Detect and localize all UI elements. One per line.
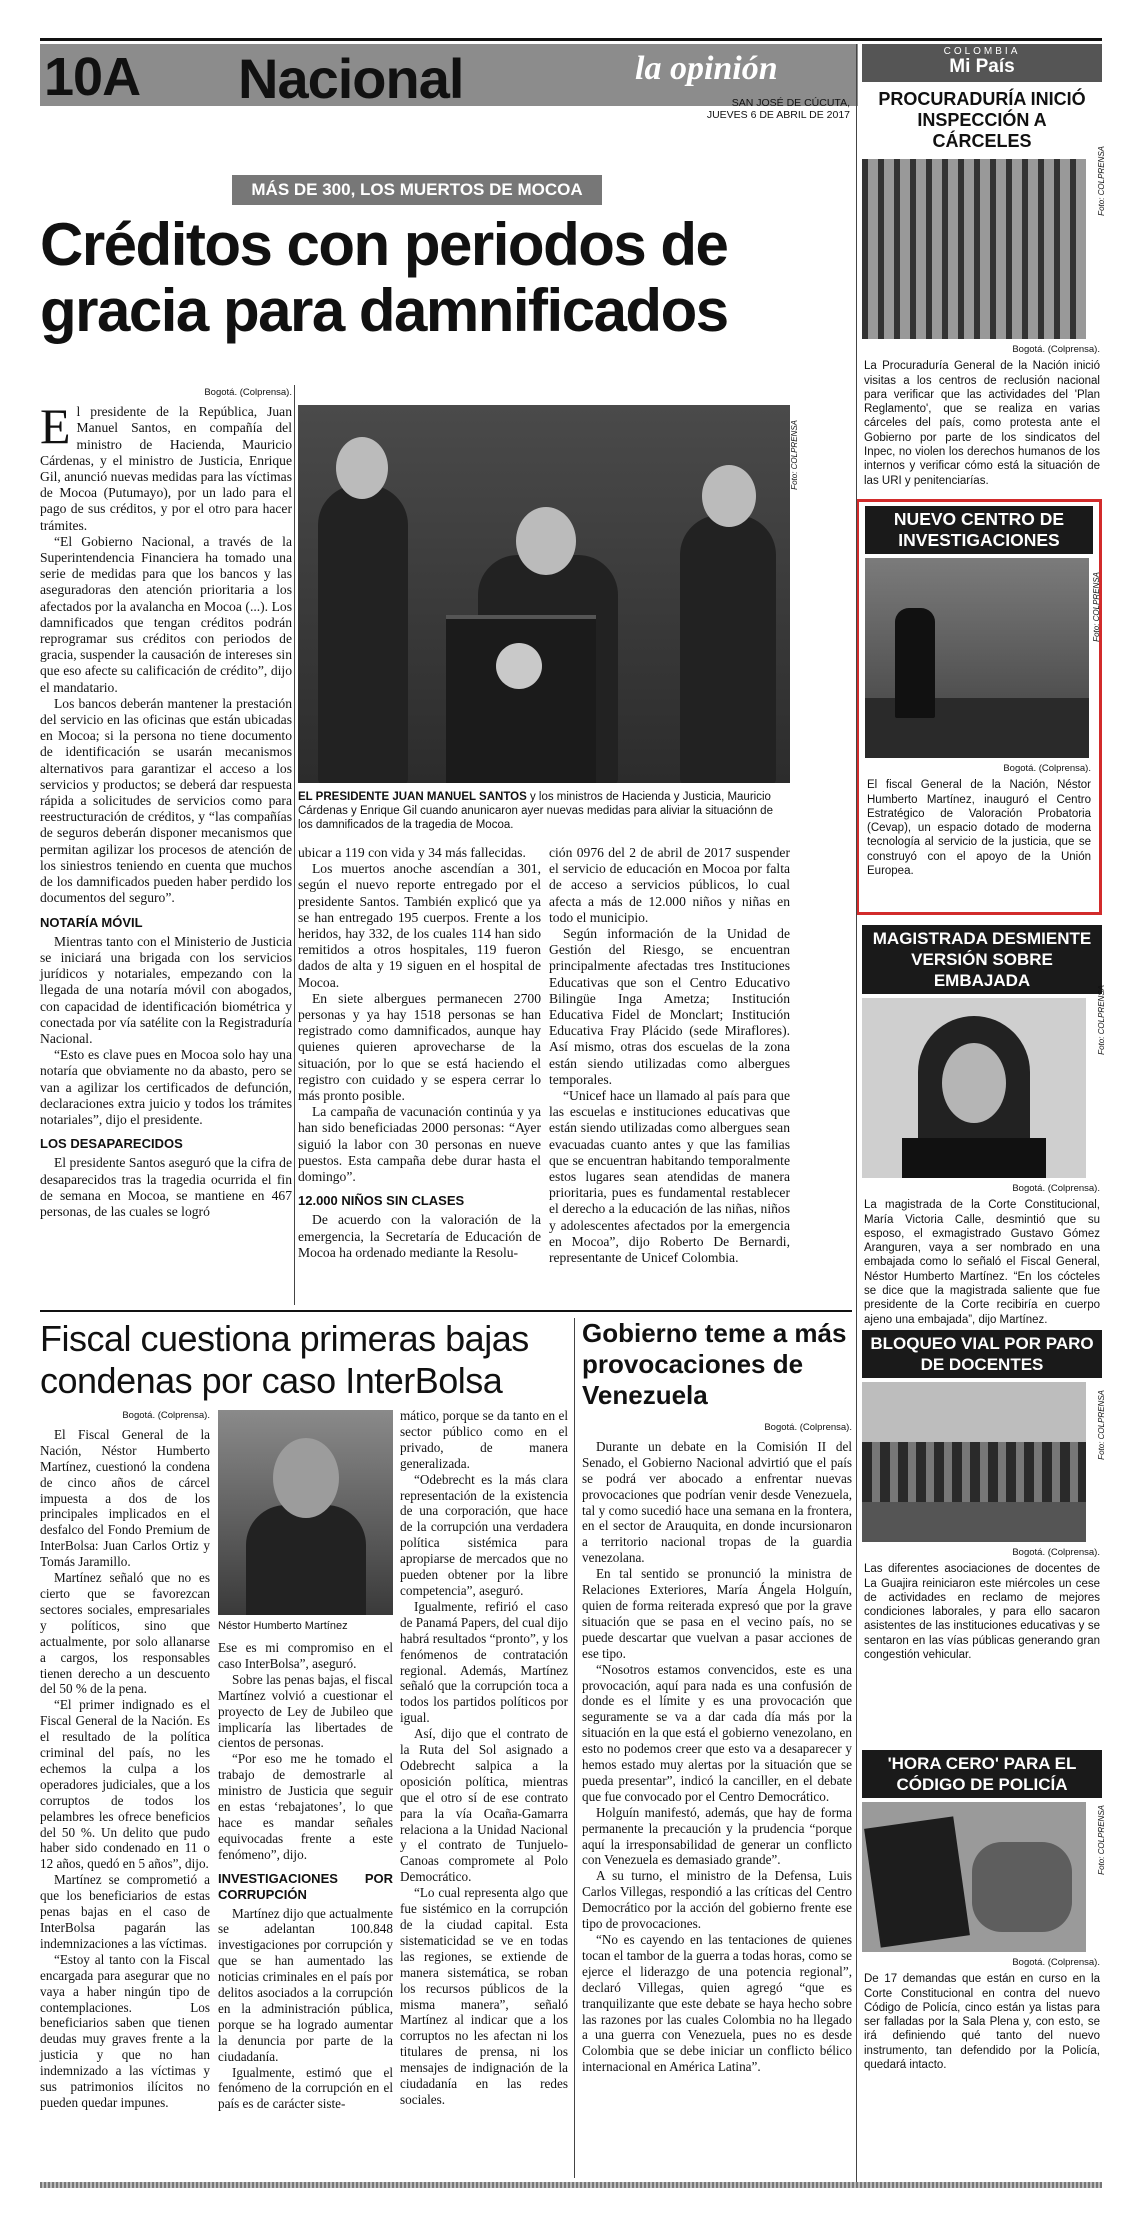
- venezuela-paragraph: A su turno, el ministro de la Defensa, Luis Carlos Villegas, respondió a las críticas del Centro Democrático por la acción del gobierno frente ese tipo de provocaciones.: [582, 1868, 852, 1932]
- sidebar-item-bloqueo: [862, 1330, 1106, 1666]
- main-column-3: [549, 845, 790, 1266]
- sidebar-item-text: [862, 1952, 1102, 2076]
- sidebar-photo-credit: Foto: COLPRENSA: [1097, 985, 1106, 1055]
- venezuela-paragraph: “Nosotros estamos convencidos, este es una provocación, aquí para nada es una confusión de donde es el límite y es una provocación que seguramente se va a dar cada día más por la situación en la que está el gobierno venezolano, en esto no podemos creer que esto va a desaparecer y hemos estado muy alertas por la situación que se pueda presentar”, indicó la canciller, en el debate que fue convocado por el Centro Democrático.: [582, 1661, 852, 1804]
- fiscal-paragraph: El Fiscal General de la Nación, Néstor Humberto Martínez, cuestionó la condena de cinco años de cárcel impuesta a dos de los principales implicados en el desfalco del Fondo Premium de InterBolsa: Juan Carlos Ortiz y Tomás Jaramillo.: [40, 1426, 210, 1570]
- fiscal-paragraph: Martínez se comprometió a que los beneficiarios de estas penas bajas en el caso de InterBolsa pagarán las indemnizaciones a las víctimas.: [40, 1872, 210, 1951]
- prison-photo: [862, 159, 1086, 339]
- sidebar-item-text: [865, 758, 1093, 882]
- main-column-1: [40, 385, 292, 1220]
- book-cover: [864, 1816, 970, 1947]
- sidebar-rule: [856, 44, 857, 2184]
- venezuela-body: [582, 1420, 852, 2075]
- fiscal-paragraph: “Por eso me he tomado el trabajo de demostrarle al ministro de Justicia que seguir en estas ‘rebajatones’, lo que hace es mandar señales equivocadas frente a este fenómeno”, dijo.: [218, 1751, 393, 1862]
- newspaper-logo: la opinión: [635, 50, 778, 87]
- main-photo-credit: Foto: COLPRENSA: [790, 420, 799, 490]
- edition-weekday: JUEVES 6 DE ABRIL DE 2017: [706, 109, 850, 121]
- main-paragraph: Los muertos anoche ascendían a 301, según el nuevo reporte entregado por el presidente Santos. También explicó que ya se han entregado 195 cuerpos. Frente a los heridos, hay 332, de los cuales 114 han sido remitidos a otros hospitales, 119 fueron dados de alta y 19 siguen en el hospital de Mocoa.: [298, 861, 541, 990]
- venezuela-paragraph: Holguín manifestó, además, que hay de forma permanente la precaución y la prudencia “porque aquí la irresponsabilidad de generar un conflicto con Venezuela es demasiado grande”.: [582, 1804, 852, 1868]
- column-rule: [294, 385, 295, 1305]
- subhead-desaparecidos: LOS DESAPARECIDOS: [40, 1136, 183, 1152]
- main-paragraph: Los bancos deberán mantener la prestación del servicio en las oficinas que están ubicadas en Mocoa; si la persona no tiene documento de identificación se usarán mecanismos alternativos para garantizar el acceso a los servicios y productos; se deberá dar respuesta rápida a solicitudes de servicios como para reestructuración de créditos, y “las compañías de seguros deberán disponer mecanismos que permitan agilizar los procesos de atención de los siniestros teniendo en cuenta que muchos de los damnificados pueden haber perdido los documentos del seguro”.: [40, 695, 292, 906]
- caption-bold: EL PRESIDENTE JUAN MANUEL SANTOS: [298, 791, 527, 803]
- sidebar-body: La Procuraduría General de la Nación inició visitas a los centros de reclusión nacional para verificar que las actividades del 'Plan Reglamento', que se realiza en varias cárceles del país, como protesta ante el Gobierno por parte de los sindicatos del Inpec, no violen los derechos humanos de los internos y verificar cómo está la situación de las URI y penitenciarías.: [864, 360, 1100, 487]
- main-paragraph: ubicar a 119 con vida y 34 más fallecidas.: [298, 845, 526, 860]
- main-paragraph: La campaña de vacunación continúa y ya han sido beneficiadas 2000 personas: “Ayer siguió la labor con 30 personas en nueve puestos. Esta campaña debe durar hasta el domingo”.: [298, 1104, 541, 1185]
- main-dateline: Bogotá. (Colprensa).: [204, 387, 292, 398]
- person-right: [680, 515, 776, 783]
- sidebar-dateline: Bogotá. (Colprensa).: [1012, 1547, 1100, 1558]
- fiscal-paragraph: Igualmente, estimó que el fenómeno de la corrupción en el país es de carácter siste-: [218, 2064, 393, 2112]
- person-left: [318, 485, 408, 783]
- main-paragraph: En siete albergues permanecen 2700 personas y ya hay 1518 personas se han registrado como damnificados, aunque hay quienes quieren aprovecharse de la situación, por lo que se está haciendo el registro con cuidado y se espera cerrar lo más pronto posible.: [298, 990, 541, 1104]
- sidebar-item-centro-investigaciones: [856, 499, 1102, 915]
- fiscal-paragraph: “Estoy al tanto con la Fiscal encargada para asegurar que no vaya a haber ningún tipo de contemplaciones. Los beneficiarios saben que tienen deudas muy graves frente a la justicia y que no han indemnizado a las víctimas y sus patrimonios ilícitos no pueden quedar impunes.: [40, 1951, 210, 2110]
- main-photo-caption: [298, 790, 790, 832]
- sidebar-section-label: Mi País: [949, 56, 1015, 77]
- magistrate-photo: [862, 998, 1086, 1178]
- head-left: [336, 437, 388, 499]
- subhead-investigaciones: INVESTIGACIONES POR CORRUPCIÓN: [218, 1870, 393, 1902]
- magistrate-body: [902, 1138, 1046, 1178]
- main-paragraph: Mientras tanto con el Ministerio de Justicia se iniciará una brigada con los servicios jurídicos y notariales, empezando con la llegada de una notaría móvil con abogados, con capacidad de identificación biométrica y conectada por vía satélite con la Registraduría Nacional.: [40, 933, 292, 1046]
- bottom-rule: [40, 2182, 1102, 2188]
- column-rule: [574, 1318, 575, 2178]
- sidebar-photo-credit: Foto: COLPRENSA: [1097, 1805, 1106, 1875]
- fiscal-paragraph: “El primer indignado es el Fiscal General de la Nación. Es el resultado de la política criminal del país, no les echemos la culpa a los operadores judiciales, que a los corruptos de todos los pelambres les ofrece beneficios del 50 %. Un delito que pudo haber sido condenado en 11 o 12 años, quedó en 5 años”, dijo.: [40, 1697, 210, 1872]
- fiscal-column-1: [40, 1408, 210, 2111]
- fiscal-paragraph: mático, porque se da tanto en el sector público como en el privado, de manera generalizada.: [400, 1408, 568, 1471]
- sidebar-item-title: 'HORA CERO' PARA EL CÓDIGO DE POLICÍA: [862, 1750, 1102, 1798]
- drop-cap: E: [40, 398, 71, 455]
- protest-photo: [862, 1382, 1086, 1542]
- venezuela-dateline: Bogotá. (Colprensa).: [764, 1422, 852, 1433]
- main-headline: Créditos con periodos de gracia para damnificados: [40, 211, 728, 344]
- police-code-photo: [862, 1802, 1086, 1952]
- magistrate-face: [942, 1043, 1006, 1123]
- sidebar-body: Las diferentes asociaciones de docentes de La Guajira reiniciaron este miércoles un cese de actividades en reclamo de mejores condiciones laborales, y para ello sacaron asistentes de las instituciones educativas y se sentaron en las vías públicas generando gran congestión vehicular.: [864, 1563, 1100, 1662]
- sidebar-photo-credit: Foto: COLPRENSA: [1097, 146, 1106, 216]
- podium: [446, 615, 596, 783]
- fiscal-paragraph: Martínez dijo que actualmente se adelantan 100.848 investigaciones por corrupción y que se han aumentado las noticias criminales en el país por delitos asociados a la corrupción en la administración pública, porque se ha logrado aumentar la denuncia por parte de la ciudadanía.: [218, 1905, 393, 2064]
- fiscal-paragraph: “Odebrecht es la más clara representación de la existencia de una corporación, que hace de la corrupción una verdadera política sistémica para apropiarse de mercados que no pueden obtener por la libre competencia”, aseguró.: [400, 1471, 568, 1598]
- sidebar-item-title: NUEVO CENTRO DE INVESTIGACIONES: [865, 506, 1093, 554]
- main-paragraph: “El Gobierno Nacional, a través de la Superintendencia Financiera ha tomado una serie de medidas para que los bancos y las aseguradoras den atención prioritaria a los afectados por la avalancha en Mocoa (...). Los damnificados que tengan créditos podrán reprogramar sus créditos con periodos de gracia, suspender la causación de intereses sin que eso afecte su calificación de crédito”, dijo el mandatario.: [40, 533, 292, 695]
- fiscal-photo: [218, 1410, 393, 1615]
- main-paragraph: El presidente Santos aseguró que la cifra de desaparecidos tras la tragedia ocurrida el fin de semana en Mocoa, se mantiene en 467 personas, de las cuales se logró: [40, 1155, 292, 1219]
- main-paragraph: l presidente de la República, Juan Manuel Santos, en compañía del ministro de Hacienda, Mauricio Cárdenas, y el ministro de Justicia, Enrique Gil, anunció nuevas medidas para las víctimas de Mocoa (Putumayo), por un lado para el pago de sus créditos, y por el otro para hacer trámites.: [40, 404, 292, 533]
- fiscal-paragraph: Así, dijo que el contrato de la Ruta del Sol asignado a Odebrecht salpica a la oposición política, mientras que el otro sí de ese contrato para la vía Ocaña-Gamarra relaciona a la Unidad Nacional y el contrato de Tunjuelo-Canoas compromete al Polo Democrático.: [400, 1726, 568, 1885]
- fiscal-person: [246, 1505, 366, 1615]
- lab-person: [895, 608, 935, 718]
- main-column-2: [298, 845, 541, 1261]
- podium-seal-icon: [496, 643, 542, 689]
- main-photo: [298, 405, 790, 783]
- fiscal-head: [273, 1438, 339, 1518]
- sidebar-body: La magistrada de la Corte Constitucional, María Victoria Calle, desmintió que su esposo, el exmagistrado Gustavo Gómez Aranguren, vaya a ser nombrado en una embajada como lo señaló el Fiscal General, Néstor Humberto Martínez. “En los cócteles se dice que la magistrada saliente que fue presidente de la Corte recibiría en cuerpo ajeno una embajada”, dijo Martínez.: [864, 1199, 1100, 1326]
- sidebar-item-title: MAGISTRADA DESMIENTE VERSIÓN SOBRE EMBAJADA: [862, 925, 1102, 994]
- sidebar-item-title: BLOQUEO VIAL POR PARO DE DOCENTES: [862, 1330, 1102, 1378]
- main-kicker: MÁS DE 300, LOS MUERTOS DE MOCOA: [232, 175, 602, 205]
- sidebar-item-title: PROCURADURÍA INICIÓ INSPECCIÓN A CÁRCELES: [862, 86, 1102, 155]
- sidebar-item-codigo-policia: [862, 1750, 1106, 2076]
- sidebar-item-text: [862, 339, 1102, 492]
- venezuela-paragraph: En tal sentido se pronunció la ministra de Relaciones Exteriores, María Ángela Holguín, quien de forma reiterada expresó que por la grave situación que se pasa en el vecino país, no se puede descartar que vuelvan a pasar acciones de ese tipo.: [582, 1566, 852, 1661]
- page-number: 10A: [44, 47, 141, 107]
- top-rule: [40, 38, 1102, 41]
- subhead-ninos: 12.000 NIÑOS SIN CLASES: [298, 1193, 465, 1209]
- edition-date: [700, 97, 850, 121]
- sidebar-dateline: Bogotá. (Colprensa).: [1012, 1183, 1100, 1194]
- main-paragraph: De acuerdo con la valoración de la emergencia, la Secretaría de Educación de Mocoa ha ordenado mediante la Resolu-: [298, 1212, 541, 1260]
- sidebar-dateline: Bogotá. (Colprensa).: [1003, 763, 1091, 774]
- sidebar-item-procuraduria: [862, 86, 1106, 492]
- venezuela-headline: Gobierno teme a más provocaciones de Venezuela: [582, 1318, 847, 1410]
- crowd: [862, 1442, 1086, 1502]
- caption-text: y los ministros de Hacienda y Justicia, Mauricio Cárdenas y Enrique Gil cuando anunicaron ayer nuevas medidas para aliviar la situaciónn de los damnificados de la tragedia de Mocoa.: [298, 791, 773, 831]
- sidebar-photo-credit: Foto: COLPRENSA: [1092, 572, 1101, 642]
- fiscal-paragraph: Martínez señaló que no es cierto que se favorezcan sectores sociales, empresariales y políticos, sino que actualmente, por solo allanarse a cargos, los responsables tienen derecho a un descuento del 50 % de la pena.: [40, 1570, 210, 1697]
- main-paragraph: Según información de la Unidad de Gestión del Riesgo, se encuentran principalmente afectadas tres Instituciones Educativas que son el Centro Educativo Bilingüe Inga Ametza; Institución Educativa Fidel de Monclart; Institución Educativa Fray Plácido (sede Miraflores). Así mismo, otras dos escuelas de la zona están siendo utilizadas como albergues temporales.: [549, 926, 790, 1087]
- sidebar-dateline: Bogotá. (Colprensa).: [1012, 1957, 1100, 1968]
- head-center: [516, 507, 576, 575]
- main-paragraph: ción 0976 del 2 de abril de 2017 suspender el servicio de educación en Mocoa por falta de acceso a servicios públicos, lo cual afecta a más de 12.000 niños y niñas en todo el municipio.: [549, 845, 790, 925]
- fiscal-paragraph: Igualmente, refirió el caso de Panamá Papers, del cual dijo habrá resultados “pronto”, y los fenómenos de contratación regional. Además, Martínez señaló que la corrupción toca a todos los partidos políticos por igual.: [400, 1598, 568, 1726]
- fiscal-paragraph: “Lo cual representa algo que fue sistémico en la corrupción de la ciudad capital. Esta sistematicidad se ve en todas las regiones, se extiende de manera sistemática, se roban los recursos públicos de la misma manera”, señaló Martínez al indicar que a los corruptos no les afectan ni los titulares de prensa, ni los mensajes de indignación de la ciudadanía en las redes sociales.: [400, 1885, 568, 2107]
- section-title: Nacional: [238, 47, 464, 110]
- fiscal-column-2: [218, 1640, 393, 2112]
- sidebar-item-text: [862, 1542, 1102, 1666]
- sidebar-dateline: Bogotá. (Colprensa).: [1012, 344, 1100, 355]
- sidebar-country: COLOMBIA: [943, 46, 1021, 57]
- main-paragraph: “Unicef hace un llamado al país para que las escuelas e instituciones educativas que están siendo utilizadas como albergues sean evacuadas cuanto antes y que las familias que se encuentran habitando temporalmente estos lugares sean atendidas de manera prioritaria, pues es fundamental restablecer el derecho a la educación de las niñas, niños y adolescentes afectados por la emergencia en Mocoa”, dijo Roberto De Bernardi, representante de Unicef Colombia.: [549, 1088, 790, 1266]
- fiscal-paragraph: Sobre las penas bajas, el fiscal Martínez volvió a cuestionar el proyecto de Ley de Jubileo que implicaría las libertades de cientos de personas.: [218, 1671, 393, 1751]
- main-paragraph: “Esto es clave pues en Mocoa solo hay una notaría que obviamente no da abasto, pero se van a agilizar los certificados de defunción, declaraciones extra juicio y todos los trámites notariales”, dijo el presidente.: [40, 1047, 292, 1127]
- fiscal-paragraph: Ese es mi compromiso en el caso InterBolsa”, aseguró.: [218, 1640, 393, 1671]
- fiscal-headline: Fiscal cuestiona primeras bajas condenas por caso InterBolsa: [40, 1318, 529, 1401]
- sidebar-section-tag: [862, 44, 1102, 82]
- sidebar-body: De 17 demandas que están en curso en la Corte Constitucional en contra del nuevo Código de Policía, cinco están ya listas para ser falladas por la Sala Plena y, con esto, se irá definiendo qué tanto del nuevo instrumento, tan defendido por la Policía, quedará intacto.: [864, 1973, 1100, 2072]
- fiscal-dateline: Bogotá. (Colprensa).: [122, 1410, 210, 1421]
- subhead-notaria: NOTARÍA MÓVIL: [40, 914, 143, 930]
- fiscal-column-3: [400, 1408, 568, 2108]
- section-divider: [40, 1310, 852, 1312]
- fiscal-photo-caption: Néstor Humberto Martínez: [218, 1620, 348, 1632]
- sidebar-item-text: [862, 1178, 1102, 1331]
- edition-city: SAN JOSÉ DE CÚCUTA,: [731, 97, 850, 109]
- lab-photo: [865, 558, 1089, 758]
- sidebar-photo-credit: Foto: COLPRENSA: [1097, 1390, 1106, 1460]
- sidebar-body: El fiscal General de la Nación, Néstor Humberto Martínez, inauguró el Centro Estratégico de Valoración Probatoria (Cevap), un espacio dotado de moderna tecnología al servicio de la justicia, que se construyó con el apoyo de la Unión Europea.: [867, 779, 1091, 878]
- venezuela-paragraph: Durante un debate en la Comisión II del Senado, el Gobierno Nacional advirtió que el país se podrá ver abocado a enfrentar nuevas provocaciones que podrían venir desde Venezuela, tal y como sucedió hace una semana en la frontera, en el sector de Arauquita, en donde incursionaron a territorio nacional tropas de la guardia venezolana.: [582, 1438, 852, 1566]
- head-right: [702, 465, 756, 527]
- hand: [972, 1842, 1072, 1932]
- venezuela-paragraph: “No es cayendo en las tentaciones de quienes tocan el tambor de la guerra a todas horas, como se ejerce el liderazgo de una potencia regional”, declaró Villegas, quien agregó “que es tranquilizante que este debate se haya hecho sobre las razones por las cuales Colombia no ha llegado a una guerra con Venezuela, pues no es desde Colombia que se debe iniciar un conflicto bélico internacional en América Latina”.: [582, 1932, 852, 2075]
- sidebar-item-magistrada: [862, 925, 1106, 1331]
